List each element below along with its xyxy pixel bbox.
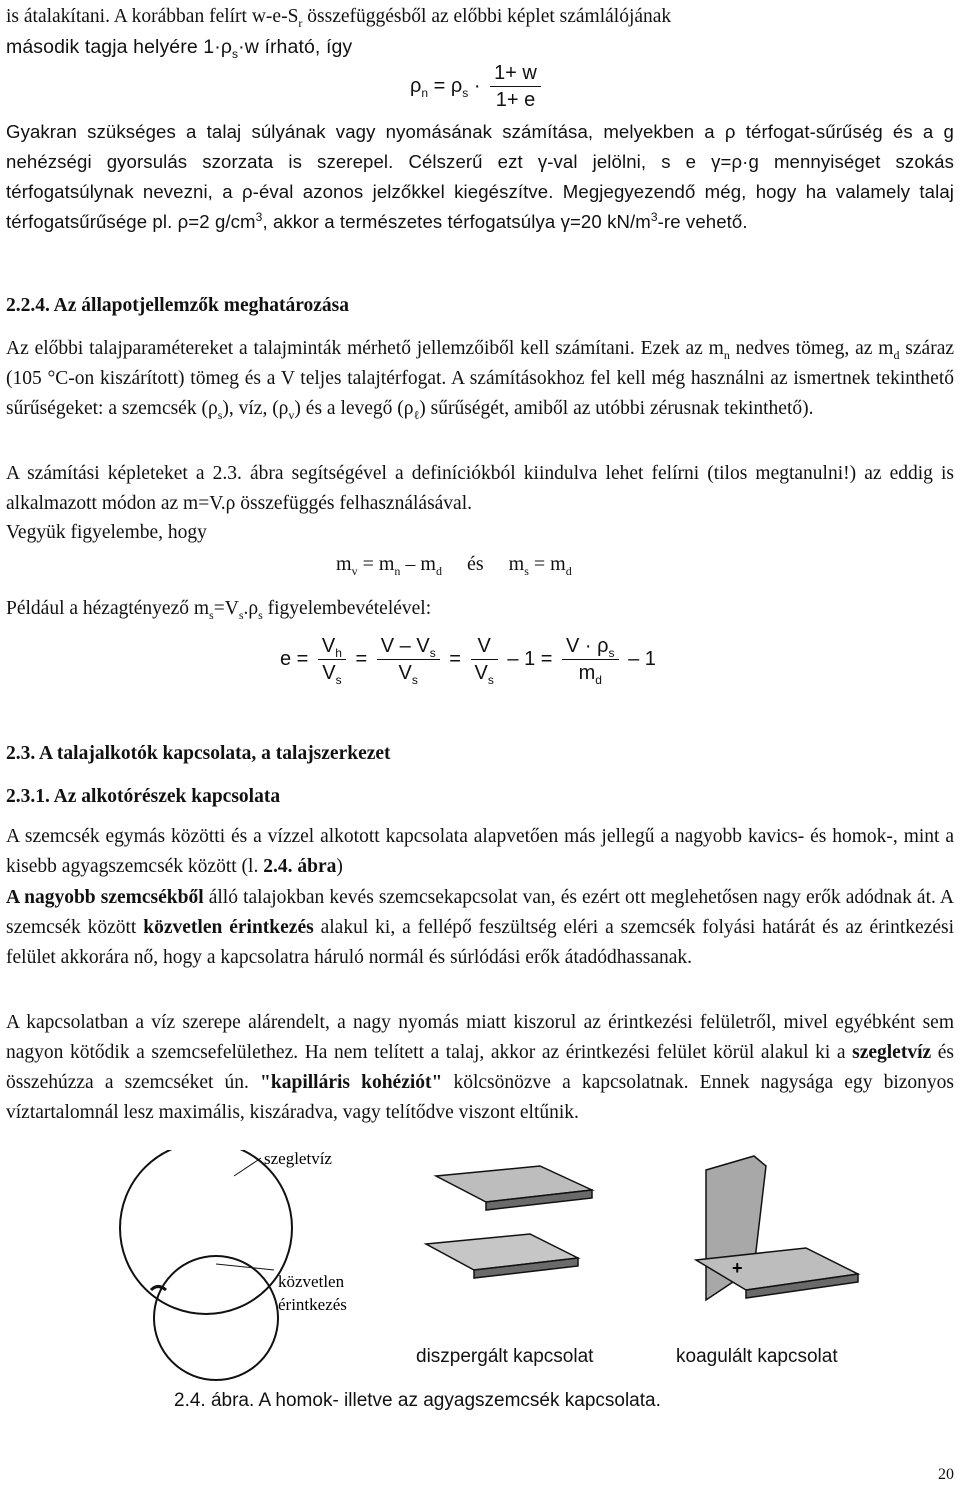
text: – 1 [628, 647, 656, 670]
subscript: d [595, 673, 602, 687]
fraction [490, 60, 541, 113]
text: és összehúzza a szemcséket ún. [6, 1042, 954, 1093]
text: ·w írható, így [238, 36, 353, 58]
equation-density-n [410, 60, 545, 113]
bold-text: közvetlen érintkezés [143, 917, 314, 938]
section-heading-224: 2.2.4. Az állapotjellemzők meghatározása [6, 295, 350, 316]
text: nedves tömeg, az m [729, 338, 894, 359]
subscript: s [487, 673, 494, 687]
subscript: h [335, 646, 342, 660]
text: =V [213, 598, 239, 619]
paragraph-grain-contact [6, 822, 954, 882]
paragraph-unit-weight [6, 117, 954, 237]
subscript: d [435, 564, 442, 578]
subscript: s [524, 564, 529, 578]
caption-dispersed: diszpergált kapcsolat [416, 1346, 594, 1367]
text: V · ρ [566, 635, 609, 657]
equals: = [355, 647, 368, 670]
text: V [321, 635, 336, 657]
text: V [322, 662, 336, 684]
figure-caption: 2.4. ábra. A homok- illetve az agyagszemcsék kapcsolata. [174, 1390, 661, 1411]
section-heading-23: 2.3. A talajalkotók kapcsolata, a talajszerkezet [6, 743, 391, 764]
equals: = ρ [433, 74, 463, 97]
subscript: s [335, 673, 342, 687]
text: álló talajokban kevés szemcsekapcsolat van, és ezért ott meglehetősen nagy erők adódnak át. A szemcsék között [6, 887, 954, 938]
text: m [578, 662, 596, 684]
subscript: s [232, 46, 239, 61]
fraction [318, 633, 346, 686]
numerator: 1+ w [490, 60, 541, 87]
text: A szemcsék egymás közötti és a vízzel alkotott kapcsolata alapvetően más jellegű a nagyobb kavics- és homok-, mint a kisebb agyagszemcsék között (l. [6, 826, 954, 877]
figure-drawing [6, 1150, 954, 1430]
subscript: ℓ [413, 407, 420, 422]
grain-bottom [154, 1256, 278, 1380]
text: száraz (105 °C-on kiszárított) tömeg és a V teljes talajtérfogat. A számításokhoz fel kell még használni az ismertnek tekinthető sűrűségeket: a szemcsék (ρ [6, 338, 955, 419]
text: = m [357, 553, 395, 575]
subscript: s [217, 407, 223, 422]
grain-large-top [120, 1150, 292, 1314]
text: is átalakítani. A korábban felírt w-e-S [6, 6, 299, 27]
leader-line [234, 1158, 261, 1176]
text: ), víz, (ρ [222, 398, 289, 419]
label-contact-1: közvetlen [278, 1272, 345, 1291]
text: = m [528, 553, 566, 575]
text: második tagja helyére 1·ρ [6, 36, 233, 58]
subscript: d [565, 564, 572, 578]
text: figyelembevételével: [262, 598, 432, 619]
text: .ρ [243, 598, 259, 619]
plus-sign: + [732, 1258, 743, 1278]
superscript: 3 [255, 209, 263, 224]
text: összefüggésből az előbbi képlet számlálójának [302, 6, 672, 27]
paragraph-consider: Vegyük figyelembe, hogy [6, 522, 207, 543]
text: kölcsönözve a kapcsolatnak. Ennek nagysága egy bizonyos víztartalomnál lesz maximális, kiszáradva, vagy telítődve viszont eltűnik. [6, 1072, 955, 1123]
subscript: n [723, 347, 730, 362]
dot: · [473, 74, 481, 97]
text: ) [336, 856, 343, 877]
text: m [336, 553, 352, 575]
subscript: s [608, 646, 615, 660]
text: V [398, 662, 412, 684]
text: ) és a levegő (ρ [294, 398, 414, 419]
paragraph-intro [6, 2, 954, 63]
fraction [377, 633, 440, 686]
text: A kapcsolatban a víz szerepe alárendelt, a nagy nyomás miatt kiszorul az érintkezési felületről, mivel egyébként sem nagyon kötődik a szemcsefelülethez. Ha nem telített a talaj, akkor az érintkezési felület körül alakul ki a [6, 1012, 954, 1063]
text: ) sűrűségét, amiből az utóbbi zérusnak tekinthető). [419, 398, 814, 419]
paragraph-large-grains [6, 883, 954, 973]
text: -re vehető. [657, 211, 748, 232]
subscript: v [351, 564, 358, 578]
subscript: d [893, 347, 900, 362]
subscript: s [462, 85, 469, 100]
subscript: s [429, 646, 436, 660]
subscript: s [238, 607, 244, 622]
text: V – V [380, 635, 430, 657]
figure-reference: 2.4. ábra [263, 856, 337, 877]
text: Az előbbi talajparamétereket a talajminták mérhető jellemzőiből kell számítani. Ezek az m [6, 338, 724, 359]
text: és [466, 553, 484, 575]
subscript: s [209, 607, 214, 622]
text: – m [400, 553, 436, 575]
fraction [471, 633, 498, 686]
text: Gyakran szükséges a talaj súlyának vagy nyomásának számítása, melyekben a ρ térfogat-sűrűség és a g nehézségi gyorsulás szorzata is szerepel. Célszerű ezt γ-val jelölni, s e γ=ρ·g mennyiséget szokás térfogatsúlynak nevezni, a ρ-éval azonos jelzőkkel kiegészítve. Megjegyezendő még, hogy ha valamely talaj térfogatsűrűsége pl. ρ=2 g/cm [6, 121, 954, 232]
text: – 1 = [507, 647, 553, 670]
subscript: s [258, 607, 263, 622]
text: Például a hézagtényező m [6, 598, 210, 619]
equation-void-ratio [280, 633, 656, 686]
corner-water [151, 1287, 166, 1291]
section-heading-231: 2.3.1. Az alkotórészek kapcsolata [6, 786, 281, 807]
sand-grains-diagram [120, 1150, 292, 1380]
text: e = [280, 647, 309, 670]
text: alakul ki, a fellépő feszültség eléri a szemcsék folyási határát és az érintkezési felület akkorára nő, hogy a kapcsolatra háruló normál és súrlódási erők átadódhassanak. [6, 917, 954, 968]
paragraph-example [6, 594, 431, 624]
bold-text: "kapilláris kohéziót" [260, 1072, 443, 1093]
bold-text: szegletvíz [852, 1042, 932, 1063]
bold-text: A nagyobb szemcsékből [6, 887, 204, 908]
equation-masses [336, 553, 572, 576]
text: , akkor a természetes térfogatsúlya γ=20 kN/m [262, 211, 651, 232]
fraction [562, 633, 619, 686]
rho-symbol: ρ [410, 74, 422, 97]
subscript: r [298, 15, 303, 30]
label-corner-water: szegletvíz [264, 1150, 332, 1168]
subscript: s [411, 673, 418, 687]
leader-line [216, 1264, 274, 1270]
paragraph-state-params [6, 334, 954, 424]
coagulated-plates [696, 1156, 858, 1300]
paragraph-water-role [6, 1008, 954, 1128]
label-contact-2: érintkezés [278, 1295, 347, 1314]
text: m [508, 553, 525, 575]
figure-2-4 [6, 1150, 954, 1430]
superscript: 3 [650, 209, 658, 224]
dispersed-plates [426, 1166, 592, 1278]
text: V [477, 635, 491, 657]
denominator: 1+ e [495, 89, 536, 111]
paragraph-formulas: A számítási képleteket a 2.3. ábra segítségével a definíciókból kiindulva lehet felírni (tilos megtanulni!) az eddig is alkalmazott módon az m=V.ρ összefüggés felhasználásával. [6, 463, 954, 514]
text: V [474, 662, 488, 684]
caption-coagulated: koagulált kapcsolat [676, 1346, 838, 1367]
equals: = [449, 647, 461, 670]
subscript: n [421, 85, 429, 100]
subscript: v [288, 407, 295, 422]
subscript: n [394, 564, 401, 578]
